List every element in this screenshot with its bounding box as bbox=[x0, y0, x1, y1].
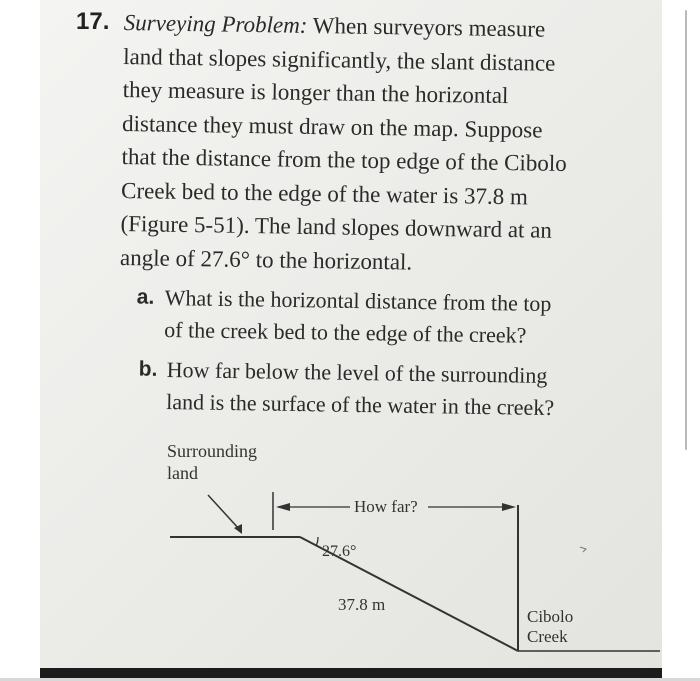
part-b-line: How far below the level of the surrounding bbox=[166, 356, 548, 388]
problem-line: that the distance from the top edge of the Cibolo bbox=[121, 143, 567, 176]
problem-line: Creek bed to the edge of the water is 37.8 m bbox=[120, 177, 529, 209]
part-a-line: of the creek bed to the edge of the creek? bbox=[164, 316, 527, 348]
problem-line: distance they must draw on the map. Suppose bbox=[121, 110, 543, 143]
problem-line: (Figure 5-51). The land slopes downward at an bbox=[120, 210, 553, 243]
part-b-label: b. bbox=[138, 357, 158, 381]
pointer-line bbox=[208, 495, 240, 530]
part-a-label: a. bbox=[136, 285, 155, 309]
surrounding-label: Surrounding bbox=[167, 441, 257, 461]
ink-mark bbox=[580, 547, 586, 552]
problem-line: land that slopes significantly, the slant distance bbox=[123, 43, 556, 76]
arrowhead-left bbox=[276, 503, 290, 511]
land-label: land bbox=[167, 463, 198, 483]
problem-line: they measure is longer than the horizontal bbox=[122, 76, 509, 109]
creek-label-2: Creek bbox=[527, 627, 568, 646]
creek-label-1: Cibolo bbox=[527, 607, 574, 626]
problem-line: angle of 27.6° to the horizontal. bbox=[119, 244, 413, 275]
angle-label: 27.6° bbox=[322, 543, 357, 560]
slant-label: 37.8 m bbox=[338, 595, 386, 614]
arrowhead-right bbox=[502, 503, 516, 511]
problem-line-text: When surveyors measure bbox=[312, 12, 546, 42]
how-far-label: How far? bbox=[354, 497, 418, 516]
problem-number: 17. bbox=[76, 8, 110, 35]
problem-title: Surveying Problem: bbox=[123, 9, 308, 38]
part-a-line: What is the horizontal distance from the top bbox=[164, 284, 552, 317]
angle-arc bbox=[316, 537, 318, 546]
part-b-line: land is the surface of the water in the creek? bbox=[166, 388, 555, 421]
